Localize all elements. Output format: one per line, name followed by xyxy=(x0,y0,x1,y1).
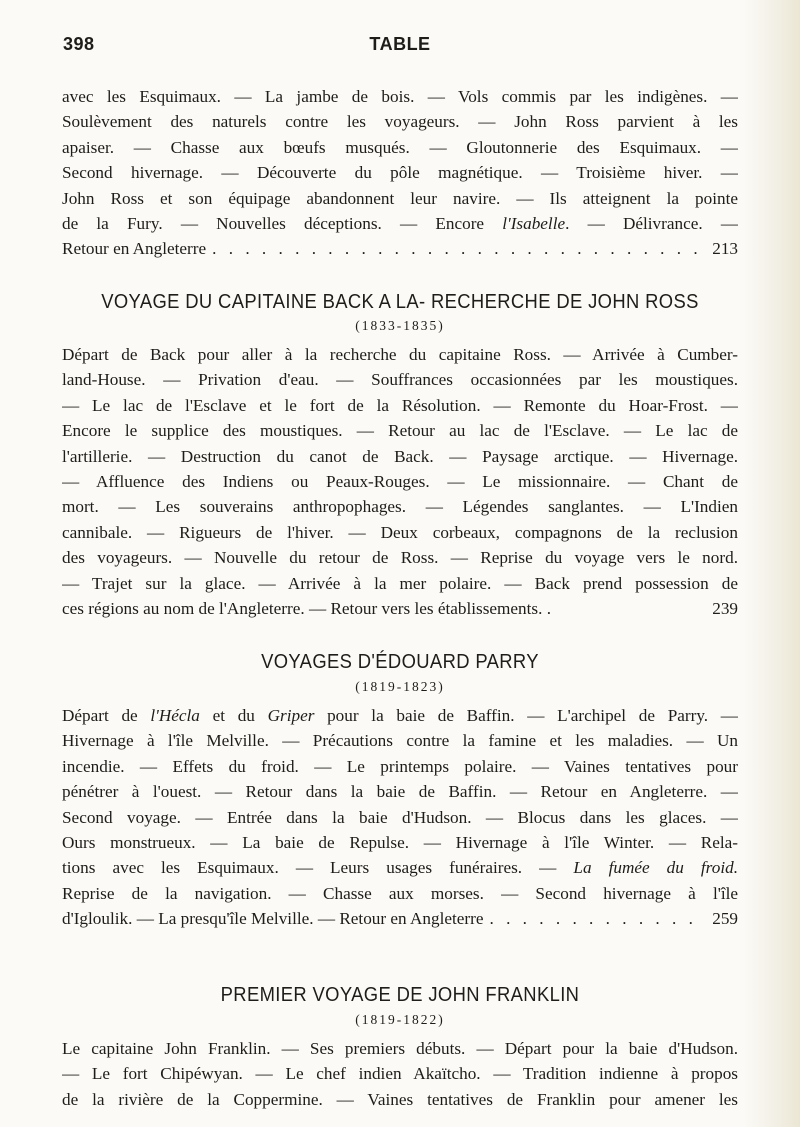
entry-text-line: Second hivernage. — Découverte du pôle magnétique. — Troisième hiver. — xyxy=(62,163,738,183)
section-dates-parry: (1819-1823) xyxy=(355,679,445,694)
toc-entry-back xyxy=(62,342,738,621)
dot-leader xyxy=(206,236,706,261)
entry-text-line: Soulèvement des naturels contre les voyageurs. — John Ross parvient à les xyxy=(62,112,738,132)
entry-text-line: incendie. — Effets du froid. — Le printemps polaire. — Vaines tentatives pour xyxy=(62,756,738,776)
page-reference: 239 xyxy=(712,598,738,618)
toc-entry-franklin xyxy=(62,1036,738,1112)
entry-text-line: Ours monstrueux. — La baie de Repulse. — Hivernage à l'île Winter. — Rela- xyxy=(62,832,738,852)
entry-text-line: — Le lac de l'Esclave et le fort de la Résolution. — Remonte du Hoar-Frost. — xyxy=(62,395,738,415)
entry-text-line: Second voyage. — Entrée dans la baie d'Hudson. — Blocus dans les glaces. — xyxy=(62,807,738,827)
page-header xyxy=(0,34,800,60)
section-title-franklin: PREMIER VOYAGE DE JOHN FRANKLIN xyxy=(220,984,580,1006)
entry-text-line: Départ de Back pour aller à la recherche du capitaine Ross. — Arrivée à Cumber- xyxy=(62,345,738,364)
chapter-title-italic: La fumée du froid. xyxy=(573,858,738,878)
entry-text-line: Hivernage à l'île Melville. — Précautions contre la famine et les maladies. — Un xyxy=(62,731,738,751)
toc-entry-parry xyxy=(62,703,738,932)
entry-text-line: John Ross et son équipage abandonnent leur navire. — Ils atteignent la pointe xyxy=(62,188,738,208)
entry-text-line: — Trajet sur la glace. — Arrivée à la mer polaire. — Back prend possession de xyxy=(62,573,738,593)
entry-text-line: mort. — Les souverains anthropophages. — Légendes sanglantes. — L'Indien xyxy=(62,497,738,517)
entry-text-line: Départ de l'Hécla et du Griper pour la baie de Baffin. — L'archipel de Parry. — xyxy=(62,706,738,725)
entry-text-line: l'artillerie. — Destruction du canot de Back. — Paysage arctique. — Hivernage. xyxy=(62,446,738,466)
ship-name: Griper xyxy=(267,706,315,725)
section-title-back: VOYAGE DU CAPITAINE BACK A LA- RECHERCHE DE JOHN ROSS xyxy=(101,291,699,313)
entry-last-line: ces régions au nom de l'Angleterre. — Retour vers les établissements. . 239 xyxy=(62,596,738,621)
toc-entry-continuation xyxy=(62,84,738,262)
entry-text-line: des voyageurs. — Nouvelle du retour de Ross. — Reprise du voyage vers le nord. xyxy=(62,548,738,568)
ship-name: l'Isabelle xyxy=(502,213,566,233)
entry-text-line: apaiser. — Chasse aux bœufs musqués. — Gloutonnerie des Esquimaux. — xyxy=(62,137,738,157)
entry-last-line: Retour en Angleterre . . . 213 xyxy=(62,236,738,261)
page-number: 398 xyxy=(63,34,95,54)
entry-text-line: Reprise de la navigation. — Chasse aux morses. — Second hivernage à l'île xyxy=(62,883,738,903)
entry-text-line: tions avec les Esquimaux. — Leurs usages funéraires. — La fumée du froid. xyxy=(62,858,738,878)
entry-text-line: land-House. — Privation d'eau. — Souffrances occasionnées par les moustiques. xyxy=(62,370,738,390)
entry-text-line: de la rivière de la Coppermine. — Vaines tentatives de Franklin pour amener les xyxy=(62,1089,738,1109)
entry-text-line: cannibale. — Rigueurs de l'hiver. — Deux corbeaux, compagnons de la reclusion xyxy=(62,522,738,542)
section-dates-franklin: (1819-1822) xyxy=(355,1012,445,1027)
section-dates-back: (1833-1835) xyxy=(355,318,445,333)
page-reference: 259 xyxy=(712,909,738,929)
entry-text-line: Le capitaine John Franklin. — Ses premiers débuts. — Départ pour la baie d'Hudson. xyxy=(62,1039,738,1058)
dot-leader xyxy=(483,906,706,931)
entry-text-line: Encore le supplice des moustiques. — Retour au lac de l'Esclave. — Le lac de xyxy=(62,421,738,441)
entry-text-line: avec les Esquimaux. — La jambe de bois. — Vols commis par les indigènes. — xyxy=(62,87,738,106)
entry-text-line: pénétrer à l'ouest. — Retour dans la baie de Baffin. — Retour en Angleterre. — xyxy=(62,782,738,802)
ship-name: l'Hécla xyxy=(150,706,200,725)
entry-text-line: de la Fury. — Nouvelles déceptions. — Encore l'Isabelle. — Délivrance. — xyxy=(62,213,738,233)
entry-text-line: — Le fort Chipéwyan. — Le chef indien Akaïtcho. — Tradition indienne à propos xyxy=(62,1064,738,1084)
section-title-parry: VOYAGES D'ÉDOUARD PARRY xyxy=(261,651,539,673)
page-reference: 213 xyxy=(712,239,738,259)
running-title: TABLE xyxy=(369,34,431,54)
entry-last-line: d'Igloulik. — La presqu'île Melville. — Retour en Angleterre . . . 259 xyxy=(62,906,738,931)
entry-text-line: — Affluence des Indiens ou Peaux-Rouges. — Le missionnaire. — Chant de xyxy=(62,471,738,491)
